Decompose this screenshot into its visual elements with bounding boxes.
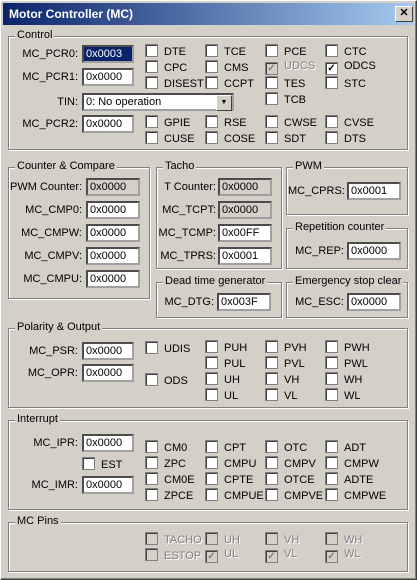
interrupt-cm0-checkbox[interactable] [145,440,187,454]
pcr0-tcb-checkbox[interactable] [265,92,306,106]
checkbox-box[interactable] [205,76,218,89]
polarity-pwh-label: PWH [344,342,370,354]
checkbox-box[interactable] [205,44,218,57]
control-group-label: Control [17,29,53,41]
imr-field[interactable] [82,476,134,494]
pcr0-pce-label: PCE [284,46,307,58]
pcr0-tcb-label: TCB [284,94,306,106]
tcounter-field [218,178,272,196]
interrupt-adte-label: ADTE [344,474,374,486]
polarity-vh-label: VH [284,374,300,386]
interrupt-cmpue-checkbox[interactable] [205,488,264,502]
checkbox-box[interactable] [265,44,278,57]
checkbox-box[interactable] [325,76,338,89]
pin-ul-label: UL [224,548,239,560]
polarity-pwl-checkbox[interactable] [325,356,368,370]
ipr-label: MC_IPR: [33,437,78,449]
rep-field[interactable] [347,242,401,260]
checkbox-box[interactable] [205,440,218,453]
tacho-group-label: Tacho [165,160,195,172]
checkmark-icon: ✓ [265,62,278,75]
ods-checkbox[interactable] [145,373,188,387]
pcr0-disest-label: DISEST [164,78,204,90]
rep-label: MC_REP: [295,245,344,257]
pcr2-cwse-checkbox[interactable] [265,115,317,129]
counter-compare-label: Counter & Compare [17,160,115,172]
pcr2-sdt-checkbox[interactable] [265,131,306,145]
pin-vh-label: VH [284,534,300,546]
pcr0-dte-checkbox[interactable] [145,44,186,58]
dead-time-group-label: Dead time generator [165,275,266,287]
checkbox-box[interactable] [325,131,338,144]
pcr0-label: MC_PCR0: [22,48,78,60]
checkbox-box[interactable] [205,340,218,353]
pcr2-cvse-checkbox[interactable] [325,115,374,129]
pcr0-stc-label: STC [344,78,366,90]
pcr2-gpie-label: GPIE [164,117,191,129]
interrupt-adt-checkbox[interactable] [325,440,366,454]
est-label: EST [101,459,123,471]
interrupt-cpt-label: CPT [224,442,246,454]
interrupt-cpte-checkbox[interactable] [205,472,253,486]
checkbox-box[interactable] [325,356,338,369]
pcr2-field[interactable] [82,115,134,133]
interrupt-cm0-label: CM0 [164,442,188,454]
interrupt-zpc-label: ZPC [164,458,186,470]
interrupt-zpce-label: ZPCE [164,490,194,502]
checkbox-box[interactable] [265,92,278,105]
interrupt-cmpve-checkbox[interactable] [265,488,323,502]
checkbox-box[interactable] [325,440,338,453]
pin-ul-checkbox [205,548,238,562]
checkbox-box[interactable] [82,457,95,470]
pin-estop-label: ESTOP [164,550,202,562]
cmp0-label: MC_CMP0: [25,204,82,216]
pcr2-rse-label: RSE [224,117,247,129]
udis-checkbox[interactable] [145,341,190,355]
interrupt-cmpw-checkbox[interactable] [325,456,379,470]
checkbox-box[interactable] [145,472,158,485]
tcmp-field[interactable] [218,224,272,242]
checkbox-box[interactable] [145,115,158,128]
window-title: Motor Controller (MC) [9,7,133,21]
checkbox-box[interactable] [205,60,218,73]
pwm-counter-label: PWM Counter: [10,181,83,193]
interrupt-cmpue-label: CMPUE [224,490,264,502]
checkbox-box[interactable] [265,488,278,501]
pcr0-pce-checkbox[interactable] [265,44,307,58]
polarity-wl-checkbox[interactable] [325,388,361,402]
checkbox-box[interactable] [205,131,218,144]
udis-label: UDIS [164,343,191,355]
checkbox-box[interactable] [145,60,158,73]
checkbox-box[interactable] [145,131,158,144]
pcr2-cose-label: COSE [224,133,256,145]
title-bar[interactable] [3,3,414,25]
polarity-wh-label: WH [344,374,363,386]
pcr1-field[interactable] [82,68,134,86]
tprs-label: MC_TPRS: [160,250,216,262]
pcr2-cuse-label: CUSE [164,133,195,145]
interrupt-cmpwe-checkbox[interactable] [325,488,386,502]
checkbox-box[interactable] [145,373,158,386]
pwm-group-label: PWM [295,160,322,172]
polarity-ul-checkbox[interactable] [205,388,238,402]
pwm-counter-field [86,178,140,196]
pcr0-odcs-label: ODCS [344,60,376,72]
checkbox-box [145,532,158,545]
polarity-uh-checkbox[interactable] [205,372,240,386]
pcr0-cpc-label: CPC [164,62,188,74]
checkbox-box[interactable] [325,472,338,485]
polarity-wl-label: WL [344,390,361,402]
opr-label: MC_OPR: [27,367,78,379]
polarity-pul-label: PUL [224,358,246,370]
polarity-puh-label: PUH [224,342,248,354]
pcr0-stc-checkbox[interactable] [325,76,366,90]
interrupt-otc-label: OTC [284,442,308,454]
pin-tacho-checkbox [145,532,202,546]
pcr0-field[interactable] [82,45,134,63]
pin-vl-checkbox [265,548,297,562]
imr-label: MC_IMR: [31,479,78,491]
interrupt-adte-checkbox[interactable] [325,472,373,486]
pcr0-cms-label: CMS [224,62,249,74]
esc-field[interactable] [347,293,401,311]
dtg-label: MC_DTG: [164,296,214,308]
interrupt-cpte-label: CPTE [224,474,254,486]
pcr0-dte-label: DTE [164,46,186,58]
checkbox-box[interactable] [325,456,338,469]
cmp0-field[interactable] [86,201,140,219]
checkbox-box[interactable] [325,115,338,128]
interrupt-otce-checkbox[interactable] [265,472,315,486]
mc-pins-group [8,515,408,572]
pcr1-label: MC_PCR1: [22,71,78,83]
pcr0-cms-checkbox[interactable] [205,60,248,74]
cmpw-label: MC_CMPW: [21,227,82,239]
checkmark-icon[interactable]: ✓ [325,62,338,75]
psr-label: MC_PSR: [29,345,78,357]
interrupt-adt-label: ADT [344,442,366,454]
pcr2-label: MC_PCR2: [22,118,78,130]
ods-label: ODS [164,375,188,387]
opr-field[interactable] [82,364,134,382]
pcr2-cwse-label: CWSE [284,117,317,129]
cmpv-label: MC_CMPV: [24,250,82,262]
tcpt-field [218,201,272,219]
checkbox-box[interactable] [265,356,278,369]
dtg-field[interactable] [217,293,271,311]
pcr0-tce-checkbox[interactable] [205,44,246,58]
checkbox-box[interactable] [265,340,278,353]
pin-tacho-label: TACHO [164,534,202,546]
ipr-field[interactable] [82,434,134,452]
checkbox-box[interactable] [145,456,158,469]
pcr0-ctc-checkbox[interactable] [325,44,367,58]
pcr2-gpie-checkbox[interactable] [145,115,190,129]
checkbox-box[interactable] [265,388,278,401]
checkbox-box[interactable] [325,44,338,57]
pin-vh-checkbox [265,532,299,546]
checkbox-box[interactable] [145,44,158,57]
pcr2-sdt-label: SDT [284,133,306,145]
interrupt-otce-label: OTCE [284,474,315,486]
checkmark-icon: ✓ [325,550,338,563]
polarity-wh-checkbox[interactable] [325,372,362,386]
tcpt-label: MC_TCPT: [162,204,216,216]
interrupt-cmpu-label: CMPU [224,458,257,470]
pcr0-odcs-checkbox[interactable] [325,60,376,74]
pcr0-tce-label: TCE [224,46,246,58]
pcr2-dts-checkbox[interactable] [325,131,366,145]
interrupt-cmpu-checkbox[interactable] [205,456,256,470]
cmpw-field[interactable] [86,224,140,242]
checkbox-box[interactable] [325,372,338,385]
mc-pins-group-label: MC Pins [17,515,59,527]
polarity-pwl-label: PWL [344,358,368,370]
pin-vl-label: VL [284,548,298,560]
chevron-down-icon[interactable]: ▼ [216,95,232,111]
pcr0-disest-checkbox[interactable] [145,76,204,90]
checkbox-box[interactable] [265,76,278,89]
checkbox-box[interactable] [145,488,158,501]
interrupt-cpt-checkbox[interactable] [205,440,246,454]
checkbox-box [145,548,158,561]
polarity-output-label: Polarity & Output [17,321,101,333]
checkbox-box[interactable] [325,340,338,353]
pin-wl-checkbox [325,548,361,562]
polarity-puh-checkbox[interactable] [205,340,247,354]
interrupt-cm0e-label: CM0E [164,474,195,486]
interrupt-otc-checkbox[interactable] [265,440,307,454]
checkbox-box[interactable] [205,456,218,469]
checkbox-box[interactable] [205,115,218,128]
checkmark-icon: ✓ [205,550,218,563]
interrupt-zpce-checkbox[interactable] [145,488,193,502]
cprs-label: MC_CPRS: [288,185,345,197]
checkbox-box[interactable] [145,341,158,354]
pcr2-cose-checkbox[interactable] [205,131,255,145]
checkbox-box[interactable] [205,472,218,485]
checkbox-box[interactable] [145,440,158,453]
checkbox-box[interactable] [265,440,278,453]
esc-label: MC_ESC: [295,296,344,308]
pin-wh-checkbox [325,532,362,546]
checkbox-box[interactable] [265,115,278,128]
pin-wl-label: WL [344,548,361,560]
pin-estop-checkbox [145,548,201,562]
pin-uh-checkbox [205,532,240,546]
polarity-vl-checkbox[interactable] [265,388,297,402]
checkbox-box[interactable] [265,131,278,144]
checkbox-box[interactable] [325,388,338,401]
cmpu-label: MC_CMPU: [23,273,82,285]
tprs-field[interactable] [218,247,272,265]
pcr0-udcs-checkbox [265,60,315,74]
pin-uh-label: UH [224,534,240,546]
checkmark-icon: ✓ [265,550,278,563]
pcr0-cpc-checkbox[interactable] [145,60,187,74]
interrupt-cmpv-label: CMPV [284,458,316,470]
pcr2-dts-label: DTS [344,133,366,145]
repetition-group-label: Repetition counter [295,221,385,233]
pcr0-ccpt-checkbox[interactable] [205,76,254,90]
psr-field[interactable] [82,342,134,360]
interrupt-cmpwe-label: CMPWE [344,490,387,502]
close-button[interactable]: ✕ [395,6,413,22]
tin-select[interactable] [82,93,234,111]
checkbox-box[interactable] [325,488,338,501]
polarity-pvh-checkbox[interactable] [265,340,307,354]
interrupt-cmpve-label: CMPVE [284,490,324,502]
pin-wh-label: WH [344,534,363,546]
interrupt-zpc-checkbox[interactable] [145,456,186,470]
pcr0-tes-checkbox[interactable] [265,76,305,90]
tcounter-label: T Counter: [164,181,216,193]
polarity-pul-checkbox[interactable] [205,356,245,370]
polarity-ul-label: UL [224,390,239,402]
interrupt-group-label: Interrupt [17,413,58,425]
pcr2-rse-checkbox[interactable] [205,115,247,129]
pcr2-cvse-label: CVSE [344,117,374,129]
checkbox-box[interactable] [265,456,278,469]
polarity-vl-label: VL [284,390,298,402]
polarity-pvl-checkbox[interactable] [265,356,305,370]
pcr0-udcs-label: UDCS [284,60,316,72]
polarity-uh-label: UH [224,374,240,386]
cmpu-field[interactable] [86,270,140,288]
checkbox-box[interactable] [145,76,158,89]
polarity-vh-checkbox[interactable] [265,372,299,386]
tcmp-label: MC_TCMP: [158,227,216,239]
checkbox-box[interactable] [205,372,218,385]
checkbox-box[interactable] [265,472,278,485]
checkbox-box [325,532,338,545]
cprs-field[interactable] [347,182,401,200]
checkbox-box [205,532,218,545]
pcr2-cuse-checkbox[interactable] [145,131,195,145]
tin-selected-value: 0: No operation [86,96,162,108]
tin-label: TIN: [57,96,78,108]
checkbox-box[interactable] [205,488,218,501]
est-checkbox[interactable] [82,457,122,471]
checkbox-box[interactable] [205,388,218,401]
interrupt-cmpw-label: CMPW [344,458,379,470]
checkbox-box [265,532,278,545]
interrupt-cmpv-checkbox[interactable] [265,456,316,470]
pcr0-tes-label: TES [284,78,306,90]
polarity-pvl-label: PVL [284,358,305,370]
pcr0-ctc-label: CTC [344,46,367,58]
cmpv-field[interactable] [86,247,140,265]
checkbox-box[interactable] [205,356,218,369]
polarity-pvh-label: PVH [284,342,307,354]
emergency-stop-group-label: Emergency stop clear [295,275,402,287]
checkbox-box[interactable] [265,372,278,385]
pcr0-ccpt-label: CCPT [224,78,254,90]
polarity-pwh-checkbox[interactable] [325,340,370,354]
interrupt-cm0e-checkbox[interactable] [145,472,195,486]
